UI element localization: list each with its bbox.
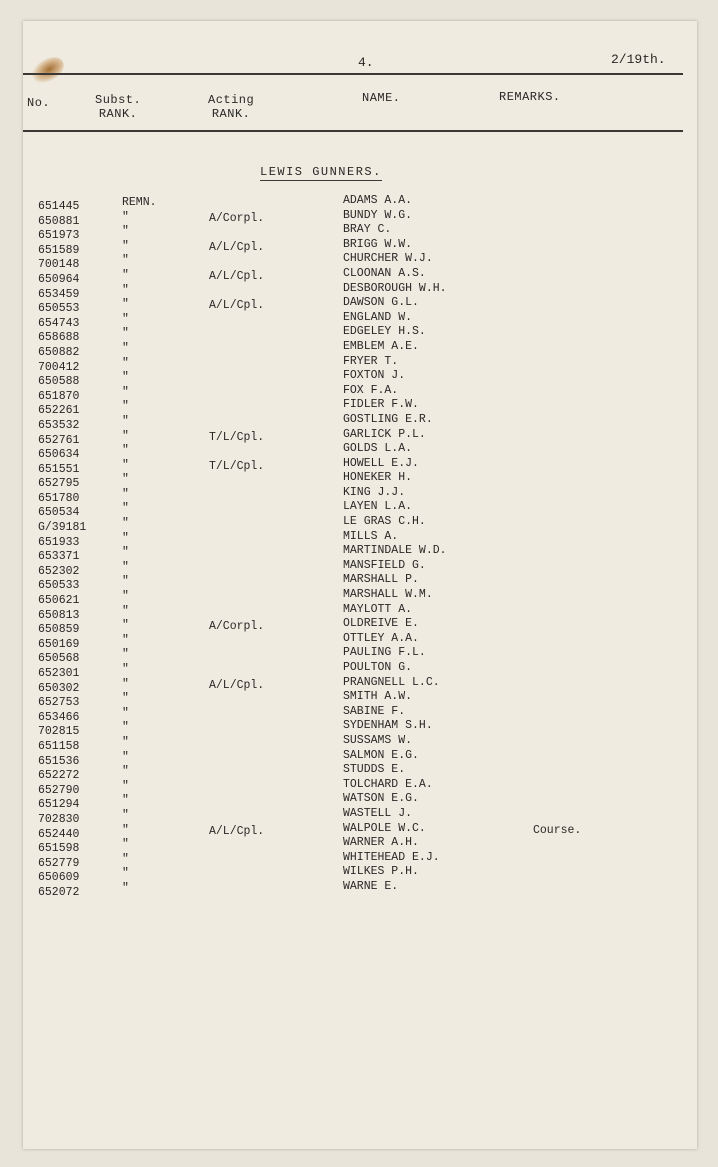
soldier-name: MARTINDALE W.D. bbox=[343, 544, 447, 558]
soldier-name: ENGLAND W. bbox=[343, 310, 413, 324]
substantive-rank: " bbox=[122, 867, 129, 881]
substantive-rank: " bbox=[122, 341, 129, 355]
service-number: G/39181 bbox=[38, 521, 87, 535]
substantive-rank: " bbox=[122, 531, 129, 545]
soldier-name: TOLCHARD E.A. bbox=[343, 777, 433, 791]
service-number: 652753 bbox=[38, 696, 80, 710]
substantive-rank: " bbox=[122, 808, 129, 822]
soldier-name: PAULING F.L. bbox=[343, 646, 426, 660]
service-number: 653459 bbox=[38, 287, 80, 301]
soldier-name: HOWELL E.J. bbox=[343, 456, 419, 470]
substantive-rank: REMN. bbox=[122, 196, 157, 209]
column-header-subst-rank: Subst. RANK. bbox=[95, 93, 142, 121]
soldier-name: GOLDS L.A. bbox=[343, 442, 413, 456]
service-number: 652440 bbox=[38, 827, 80, 841]
service-number: 650609 bbox=[38, 871, 80, 885]
service-number: 652795 bbox=[38, 477, 80, 491]
acting-rank: A/L/Cpl. bbox=[209, 269, 265, 283]
section-title: LEWIS GUNNERS. bbox=[260, 165, 382, 179]
page-number: 4. bbox=[358, 55, 374, 70]
soldier-name: MARSHALL P. bbox=[343, 573, 419, 587]
substantive-rank: " bbox=[122, 371, 129, 385]
soldier-name: FOX F.A. bbox=[343, 383, 399, 397]
soldier-name: BRAY C. bbox=[343, 223, 392, 237]
service-number: 650534 bbox=[38, 506, 80, 520]
substantive-rank: " bbox=[122, 517, 129, 531]
substantive-rank: " bbox=[122, 677, 129, 691]
substantive-rank: " bbox=[122, 546, 129, 560]
table-row bbox=[23, 879, 697, 899]
service-number: 651294 bbox=[38, 798, 80, 812]
substantive-rank: " bbox=[122, 210, 129, 224]
substantive-rank: " bbox=[122, 633, 129, 647]
soldier-name: GOSTLING E.R. bbox=[343, 412, 433, 426]
substantive-rank: " bbox=[122, 750, 129, 764]
service-number: 651536 bbox=[38, 754, 80, 768]
substantive-rank: " bbox=[122, 385, 129, 399]
soldier-name: FOXTON J. bbox=[343, 369, 406, 383]
service-number: 653532 bbox=[38, 418, 80, 432]
service-number: 651870 bbox=[38, 389, 80, 403]
document-page bbox=[23, 21, 697, 1149]
service-number: 651158 bbox=[38, 739, 80, 753]
service-number: 700412 bbox=[38, 360, 80, 374]
acting-rank: A/L/Cpl. bbox=[209, 299, 265, 313]
soldier-name: SALMON E.G. bbox=[343, 748, 419, 762]
service-number: 700148 bbox=[38, 258, 80, 272]
soldier-name: CLOONAN A.S. bbox=[343, 266, 426, 280]
substantive-rank: " bbox=[122, 765, 129, 779]
soldier-name: SABINE F. bbox=[343, 704, 406, 718]
service-number: 651780 bbox=[38, 491, 80, 505]
substantive-rank: " bbox=[122, 881, 129, 895]
substantive-rank: " bbox=[122, 575, 129, 589]
service-number: 651973 bbox=[38, 229, 80, 243]
service-number: 650588 bbox=[38, 375, 80, 389]
column-header-no: No. bbox=[27, 96, 51, 110]
service-number: 652261 bbox=[38, 404, 80, 418]
substantive-rank: " bbox=[122, 560, 129, 574]
substantive-rank: " bbox=[122, 473, 129, 487]
substantive-rank: " bbox=[122, 619, 129, 633]
acting-rank: A/L/Cpl. bbox=[209, 824, 265, 838]
acting-rank: T/L/Cpl. bbox=[209, 459, 265, 473]
soldier-name: DAWSON G.L. bbox=[343, 296, 419, 310]
soldier-name: EMBLEM A.E. bbox=[343, 339, 419, 353]
substantive-rank: " bbox=[122, 794, 129, 808]
service-number: 650964 bbox=[38, 272, 80, 286]
substantive-rank: " bbox=[122, 283, 129, 297]
service-number: 652302 bbox=[38, 564, 80, 578]
header-rule bbox=[23, 130, 683, 132]
top-rule bbox=[23, 73, 683, 75]
service-number: 651445 bbox=[38, 200, 80, 213]
substantive-rank: " bbox=[122, 779, 129, 793]
service-number: 650169 bbox=[38, 637, 80, 651]
substantive-rank: " bbox=[122, 458, 129, 472]
acting-rank: A/Corpl. bbox=[209, 620, 265, 634]
substantive-rank: " bbox=[122, 356, 129, 370]
soldier-name: FRYER T. bbox=[343, 354, 399, 368]
service-number: 650621 bbox=[38, 594, 80, 608]
soldier-name: WASTELL J. bbox=[343, 806, 413, 820]
soldier-name: FIDLER F.W. bbox=[343, 398, 419, 412]
acting-rank: A/Corpl. bbox=[209, 211, 265, 225]
battalion-reference: 2/19th. bbox=[611, 52, 666, 67]
substantive-rank: " bbox=[122, 735, 129, 749]
soldier-name: CHURCHER W.J. bbox=[343, 252, 433, 266]
substantive-rank: " bbox=[122, 298, 129, 312]
soldier-name: KING J.J. bbox=[343, 485, 406, 499]
soldier-name: SUSSAMS W. bbox=[343, 733, 413, 747]
service-number: 650859 bbox=[38, 623, 80, 637]
soldier-name: OTTLEY A.A. bbox=[343, 631, 419, 645]
substantive-rank: " bbox=[122, 692, 129, 706]
service-number: 652779 bbox=[38, 856, 80, 870]
roster-list bbox=[23, 196, 697, 897]
service-number: 702830 bbox=[38, 812, 80, 826]
soldier-name: MAYLOTT A. bbox=[343, 602, 413, 616]
service-number: 652761 bbox=[38, 433, 80, 447]
soldier-name: MILLS A. bbox=[343, 529, 399, 543]
service-number: 650533 bbox=[38, 579, 80, 593]
substantive-rank: " bbox=[122, 239, 129, 253]
service-number: 650553 bbox=[38, 302, 80, 316]
service-number: 652790 bbox=[38, 783, 80, 797]
soldier-name: SYDENHAM S.H. bbox=[343, 719, 433, 733]
soldier-name: STUDDS E. bbox=[343, 763, 406, 777]
soldier-name: MARSHALL W.M. bbox=[343, 588, 433, 602]
soldier-name: WARNE E. bbox=[343, 879, 399, 893]
substantive-rank: " bbox=[122, 487, 129, 501]
service-number: 651589 bbox=[38, 243, 80, 257]
service-number: 702815 bbox=[38, 725, 80, 739]
substantive-rank: " bbox=[122, 590, 129, 604]
service-number: 653371 bbox=[38, 550, 80, 564]
soldier-name: DESBOROUGH W.H. bbox=[343, 281, 447, 295]
service-number: 658688 bbox=[38, 331, 80, 345]
substantive-rank: " bbox=[122, 648, 129, 662]
service-number: 651598 bbox=[38, 842, 80, 856]
soldier-name: SMITH A.W. bbox=[343, 690, 413, 704]
acting-rank: T/L/Cpl. bbox=[209, 430, 265, 444]
soldier-name: LE GRAS C.H. bbox=[343, 515, 426, 529]
service-number: 650881 bbox=[38, 214, 80, 228]
acting-rank: A/L/Cpl. bbox=[209, 678, 265, 692]
substantive-rank: " bbox=[122, 852, 129, 866]
acting-rank: A/L/Cpl. bbox=[209, 240, 265, 254]
service-number: 652272 bbox=[38, 769, 80, 783]
soldier-name: GARLICK P.L. bbox=[343, 427, 426, 441]
soldier-name: BUNDY W.G. bbox=[343, 208, 413, 222]
soldier-name: PRANGNELL L.C. bbox=[343, 675, 440, 689]
soldier-name: POULTON G. bbox=[343, 661, 413, 674]
substantive-rank: " bbox=[122, 312, 129, 326]
substantive-rank: " bbox=[122, 327, 129, 341]
substantive-rank: " bbox=[122, 706, 129, 720]
service-number: 652072 bbox=[38, 885, 80, 899]
substantive-rank: " bbox=[122, 400, 129, 414]
soldier-name: EDGELEY H.S. bbox=[343, 325, 426, 339]
substantive-rank: " bbox=[122, 225, 129, 239]
substantive-rank: " bbox=[122, 254, 129, 268]
substantive-rank: " bbox=[122, 414, 129, 428]
remarks: Course. bbox=[533, 823, 582, 837]
soldier-name: OLDREIVE E. bbox=[343, 617, 419, 631]
service-number: 650568 bbox=[38, 652, 80, 666]
soldier-name: WATSON E.G. bbox=[343, 792, 419, 806]
column-header-remarks: REMARKS. bbox=[499, 90, 561, 104]
service-number: 651551 bbox=[38, 462, 80, 476]
service-number: 651933 bbox=[38, 535, 80, 549]
soldier-name: HONEKER H. bbox=[343, 471, 413, 485]
substantive-rank: " bbox=[122, 429, 129, 443]
soldier-name: MANSFIELD G. bbox=[343, 558, 426, 572]
column-header-name: NAME. bbox=[362, 91, 401, 105]
soldier-name: BRIGG W.W. bbox=[343, 237, 413, 251]
service-number: 652301 bbox=[38, 667, 80, 680]
service-number: 650813 bbox=[38, 608, 80, 622]
column-header-acting-rank: Acting RANK. bbox=[208, 93, 255, 121]
soldier-name: WILKES P.H. bbox=[343, 865, 419, 879]
substantive-rank: " bbox=[122, 721, 129, 735]
substantive-rank: " bbox=[122, 444, 129, 458]
substantive-rank: " bbox=[122, 838, 129, 852]
substantive-rank: " bbox=[122, 823, 129, 837]
service-number: 650634 bbox=[38, 448, 80, 462]
soldier-name: LAYEN L.A. bbox=[343, 500, 413, 514]
substantive-rank: " bbox=[122, 663, 129, 676]
service-number: 650882 bbox=[38, 345, 80, 359]
soldier-name: WARNER A.H. bbox=[343, 836, 419, 850]
soldier-name: WALPOLE W.C. bbox=[343, 821, 426, 835]
substantive-rank: " bbox=[122, 604, 129, 618]
service-number: 653466 bbox=[38, 710, 80, 724]
service-number: 650302 bbox=[38, 681, 80, 695]
soldier-name: ADAMS A.A. bbox=[343, 194, 413, 207]
substantive-rank: " bbox=[122, 502, 129, 516]
rust-stain bbox=[28, 52, 68, 88]
substantive-rank: " bbox=[122, 268, 129, 282]
soldier-name: WHITEHEAD E.J. bbox=[343, 850, 440, 864]
service-number: 654743 bbox=[38, 316, 80, 330]
